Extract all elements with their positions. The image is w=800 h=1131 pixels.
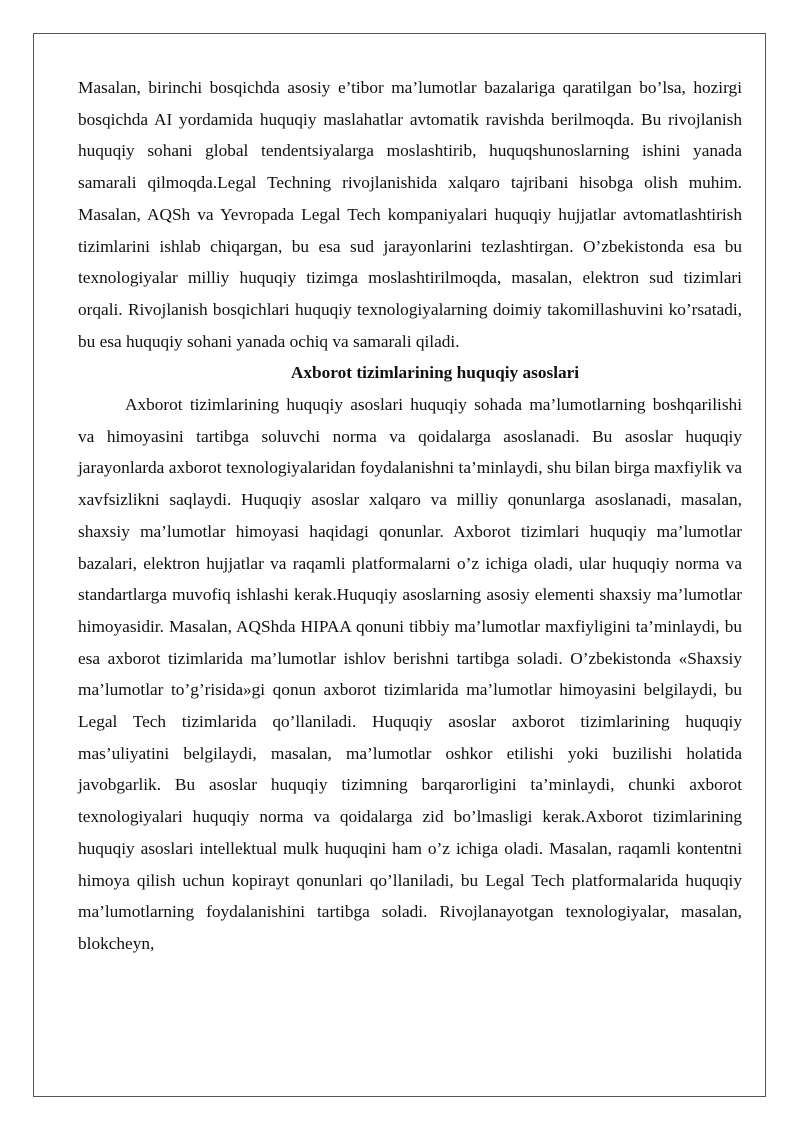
body-paragraph-1: Masalan, birinchi bosqichda asosiy e’tibor ma’lumotlar bazalariga qaratilgan bo’lsa, hozirgi bosqichda AI yordamida huquqiy maslahatlar avtomatik ravishda berilmoqda. Bu rivojlanish huquqiy sohani global tendentsiyalarga moslashtirib, huquqshunoslarning ishini yanada samarali qilmoqda.Legal Techning rivojlanishida xalqaro tajribani hisobga olish muhim. Masalan, AQSh va Yevropada Legal Tech kompaniyalari huquqiy hujjatlar avtomatlashtirish tizimlarini ishlab chiqargan, bu esa sud jarayonlarini tezlashtirgan. O’zbekistonda esa bu texnologiyalar milliy huquqiy tizimga moslashtirilmoqda, masalan, elektron sud tizimlari orqali. Rivojlanish bosqichlari huquqiy texnologiyalarning doimiy takomillashuvini ko’rsatadi, bu esa huquqiy sohani yanada ochiq va samarali qiladi.: [78, 78, 742, 351]
body-paragraph-2: Axborot tizimlarining huquqiy asoslari huquqiy sohada ma’lumotlarning boshqarilishi va himoyasini tartibga soluvchi norma va qoidalarga asoslanadi. Bu asoslar huquqiy jarayonlarda axborot texnologiyalaridan foydalanishni ta’minlaydi, shu bilan birga maxfiylik va xavfsizlikni saqlaydi. Huquqiy asoslar xalqaro va milliy qonunlarga asoslanadi, masalan, shaxsiy ma’lumotlar himoyasi haqidagi qonunlar. Axborot tizimlari huquqiy ma’lumotlar bazalari, elektron hujjatlar va raqamli platformalarni o’z ichiga oladi, ular huquqiy norma va standartlarga muvofiq ishlashi kerak.Huquqiy asoslarning asosiy elementi shaxsiy ma’lumotlar himoyasidir. Masalan, AQShda HIPAA qonuni tibbiy ma’lumotlar maxfiyligini ta’minlaydi, bu esa axborot tizimlarida ma’lumotlar ishlov berishni tartibga soladi. O’zbekistonda «Shaxsiy ma’lumotlar to’g’risida»gi qonun axborot tizimlarida ma’lumotlar himoyasini belgilaydi, bu Legal Tech tizimlarida qo’llaniladi. Huquqiy asoslar axborot tizimlarining huquqiy mas’uliyatini belgilaydi, masalan, ma’lumotlar oshkor etilishi yoki buzilishi holatida javobgarlik. Bu asoslar huquqiy tizimning barqarorligini ta’minlaydi, chunki axborot texnologiyalari huquqiy norma va qoidalarga zid bo’lmasligi kerak.Axborot tizimlarining huquqiy asoslari intellektual mulk huquqini ham o’z ichiga oladi. Masalan, raqamli kontentni himoya qilish uchun kopirayt qonunlari qo’llaniladi, bu Legal Tech platformalarida huquqiy ma’lumotlarning foydalanishini tartibga soladi. Rivojlanayotgan texnologiyalar, masalan, blokcheyn,: [78, 395, 742, 953]
section-heading: Axborot tizimlarining huquqiy asoslari: [290, 363, 580, 383]
document-body: [78, 72, 742, 960]
